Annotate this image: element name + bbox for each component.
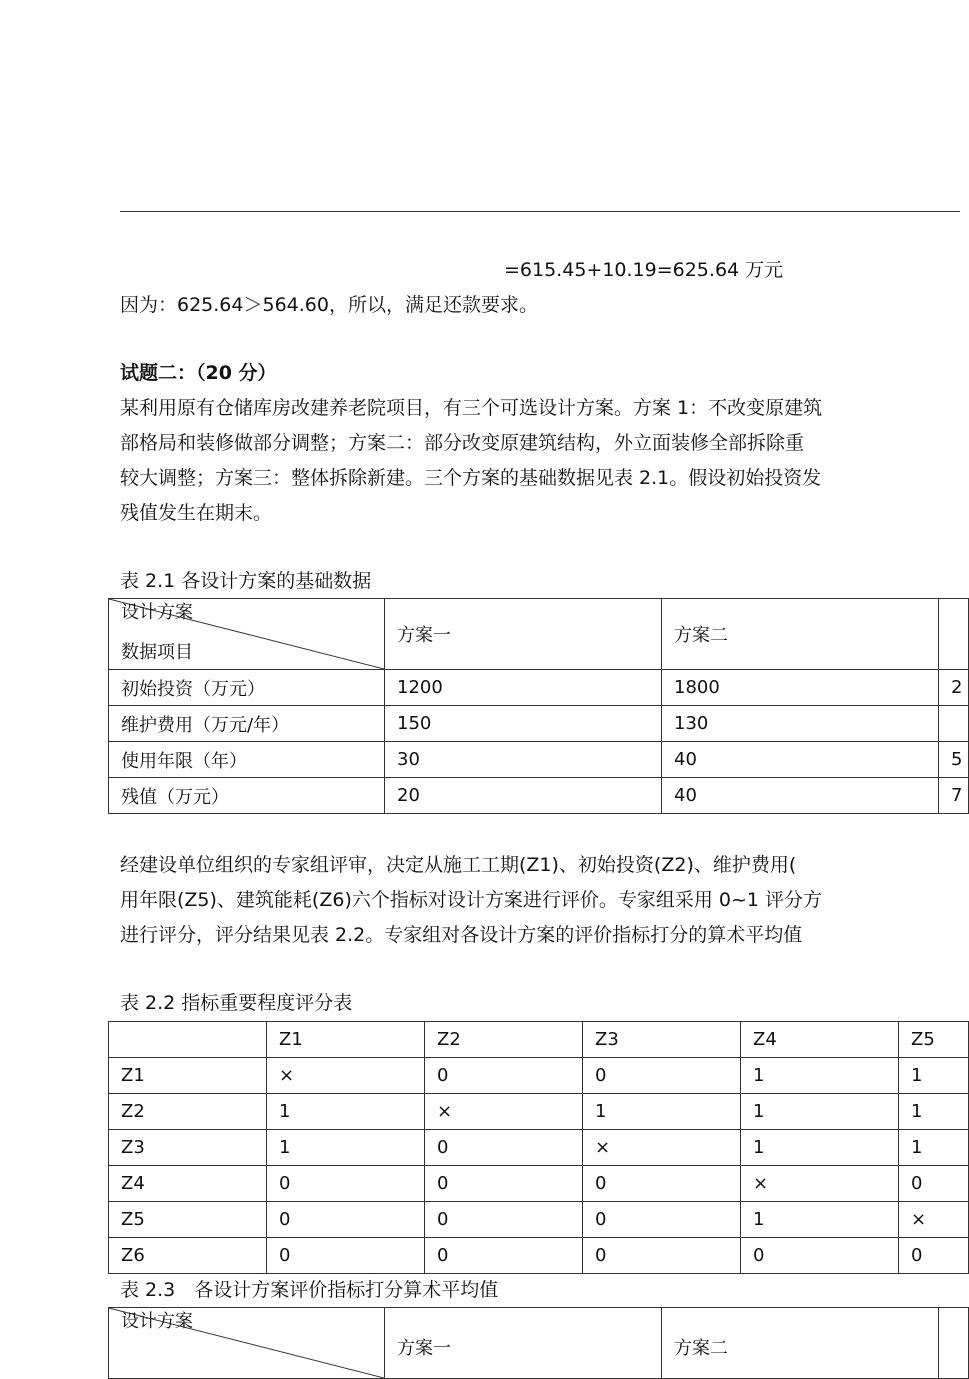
table-corner-cell xyxy=(109,1308,385,1379)
table-header-cell: 方案二 xyxy=(662,1308,939,1379)
paragraph-line: 进行评分，评分结果见表 2.2。专家组对各设计方案的评价指标打分的算术平均值 xyxy=(120,924,803,946)
row-label: 残值（万元） xyxy=(109,778,385,814)
table-row xyxy=(109,706,969,742)
table-cell: 0 xyxy=(583,1238,741,1274)
table-cell: 1 xyxy=(267,1130,425,1166)
table-cell: 1 xyxy=(741,1058,899,1094)
table-header-cell: Z3 xyxy=(583,1022,741,1058)
formula-line: =615.45+10.19=625.64 万元 xyxy=(504,259,784,281)
table-row xyxy=(109,1130,969,1166)
conclusion-line: 因为：625.64＞564.60，所以，满足还款要求。 xyxy=(120,294,538,316)
table-header-cell: Z4 xyxy=(741,1022,899,1058)
table-header-cell: Z5 xyxy=(899,1022,969,1058)
row-label: Z5 xyxy=(109,1202,267,1238)
table-cell: 0 xyxy=(425,1058,583,1094)
table-cell: 0 xyxy=(425,1202,583,1238)
table-cell: 7 xyxy=(939,778,969,814)
corner-top-label: 设计方案 xyxy=(121,602,193,623)
row-label: 初始投资（万元） xyxy=(109,670,385,706)
table-row xyxy=(109,670,969,706)
table-cell: 1 xyxy=(899,1058,969,1094)
table2-importance-scores xyxy=(108,1021,969,1274)
paragraph-line: 部格局和装修做部分调整；方案二：部分改变原建筑结构，外立面装修全部拆除重 xyxy=(120,432,805,454)
table-header-row xyxy=(109,1022,969,1058)
table-row xyxy=(109,778,969,814)
table-header-row xyxy=(109,599,969,670)
table1-caption: 表 2.1 各设计方案的基础数据 xyxy=(120,570,372,592)
table-cell: 2 xyxy=(939,670,969,706)
table-row xyxy=(109,1166,969,1202)
table-cell: 40 xyxy=(662,778,939,814)
table-cell: 0 xyxy=(267,1166,425,1202)
table3-average-scores xyxy=(108,1307,969,1379)
table-cell: 20 xyxy=(385,778,662,814)
table-header-cell: Z2 xyxy=(425,1022,583,1058)
table-cell: 0 xyxy=(741,1238,899,1274)
paragraph-line: 残值发生在期末。 xyxy=(120,502,273,524)
table-cell: 30 xyxy=(385,742,662,778)
table3-caption: 表 2.3 各设计方案评价指标打分算术平均值 xyxy=(120,1279,499,1301)
table-cell: 1 xyxy=(741,1130,899,1166)
table-cell: 1 xyxy=(899,1094,969,1130)
table-cell: 0 xyxy=(425,1130,583,1166)
table-cell: × xyxy=(425,1094,583,1130)
table-cell: 1 xyxy=(267,1094,425,1130)
table-header-cell: 方案一 xyxy=(385,1308,662,1379)
table-header-row xyxy=(109,1308,969,1379)
table-cell: 40 xyxy=(662,742,939,778)
table-row xyxy=(109,742,969,778)
table-corner-cell xyxy=(109,599,385,670)
table-cell: 5 xyxy=(939,742,969,778)
question-heading: 试题二：（20 分） xyxy=(120,362,277,384)
table-row xyxy=(109,1058,969,1094)
table-header-cell xyxy=(939,599,969,670)
table-row xyxy=(109,1094,969,1130)
table-cell: 1 xyxy=(583,1094,741,1130)
corner-bottom-label: 数据项目 xyxy=(121,642,193,663)
table-cell: × xyxy=(583,1130,741,1166)
row-label: 维护费用（万元/年） xyxy=(109,706,385,742)
table-cell: 0 xyxy=(583,1202,741,1238)
table-cell: 0 xyxy=(583,1058,741,1094)
row-label: Z3 xyxy=(109,1130,267,1166)
corner-top-label: 设计方案 xyxy=(121,1311,193,1332)
table1-basic-data xyxy=(108,598,969,814)
paragraph-line: 经建设单位组织的专家组评审，决定从施工工期(Z1)、初始投资(Z2)、维护费用( xyxy=(120,854,797,876)
table-cell: 0 xyxy=(899,1166,969,1202)
table-cell: 1200 xyxy=(385,670,662,706)
table-cell: 1800 xyxy=(662,670,939,706)
row-label: Z6 xyxy=(109,1238,267,1274)
table-cell: × xyxy=(741,1166,899,1202)
paragraph-line: 某利用原有仓储库房改建养老院项目，有三个可选设计方案。方案 1：不改变原建筑 xyxy=(120,397,823,419)
table-header-cell: 方案一 xyxy=(385,599,662,670)
table-cell: 0 xyxy=(425,1166,583,1202)
table2-caption: 表 2.2 指标重要程度评分表 xyxy=(120,992,353,1014)
table-header-cell: 方案二 xyxy=(662,599,939,670)
table-header-cell xyxy=(109,1022,267,1058)
table-row xyxy=(109,1202,969,1238)
table-cell: 0 xyxy=(267,1202,425,1238)
table-header-cell: Z1 xyxy=(267,1022,425,1058)
row-label: Z2 xyxy=(109,1094,267,1130)
table-cell: 1 xyxy=(741,1094,899,1130)
table-row xyxy=(109,1238,969,1274)
row-label: Z1 xyxy=(109,1058,267,1094)
paragraph-line: 用年限(Z5)、建筑能耗(Z6)六个指标对设计方案进行评价。专家组采用 0~1 评分方 xyxy=(120,889,823,911)
header-rule xyxy=(120,211,960,212)
table-cell: × xyxy=(899,1202,969,1238)
table-cell: 0 xyxy=(583,1166,741,1202)
table-cell: 0 xyxy=(267,1238,425,1274)
table-cell: 0 xyxy=(425,1238,583,1274)
table-cell: 1 xyxy=(741,1202,899,1238)
table-cell xyxy=(939,706,969,742)
table-cell: 150 xyxy=(385,706,662,742)
row-label: 使用年限（年） xyxy=(109,742,385,778)
table-cell: × xyxy=(267,1058,425,1094)
table-cell: 1 xyxy=(899,1130,969,1166)
row-label: Z4 xyxy=(109,1166,267,1202)
table-header-cell xyxy=(939,1308,969,1379)
table-cell: 130 xyxy=(662,706,939,742)
paragraph-line: 较大调整；方案三：整体拆除新建。三个方案的基础数据见表 2.1。假设初始投资发 xyxy=(120,467,822,489)
table-cell: 0 xyxy=(899,1238,969,1274)
